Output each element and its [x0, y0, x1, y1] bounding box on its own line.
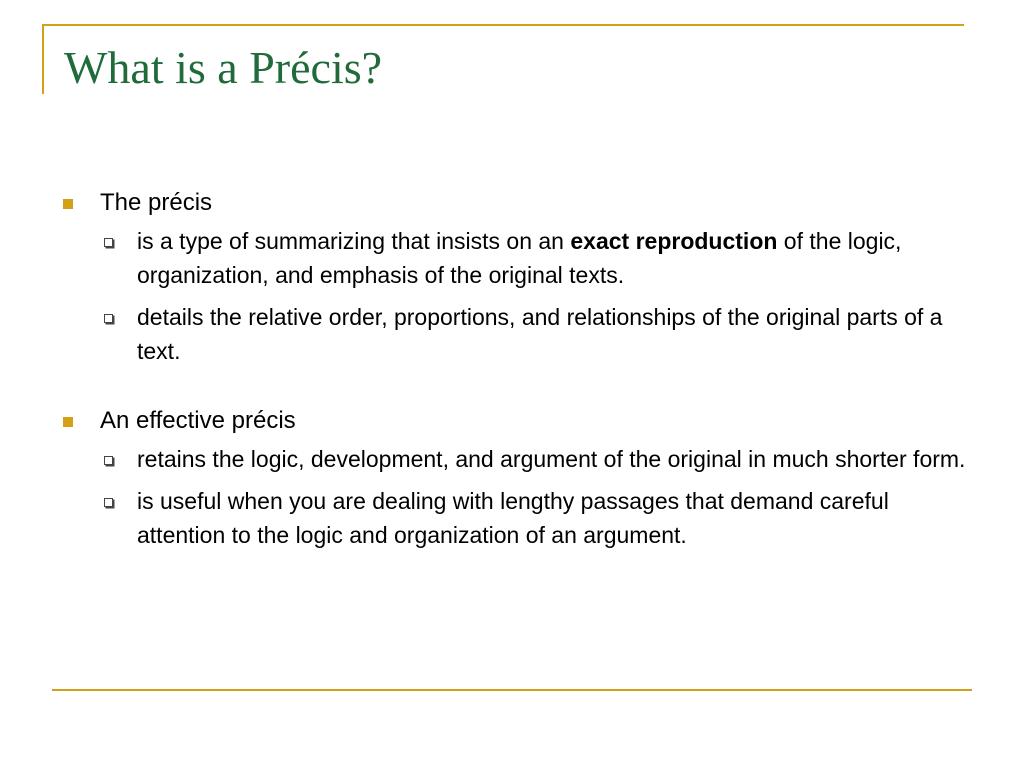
hollow-square-bullet-icon [104, 314, 113, 323]
sub-bullet-text: details the relative order, proportions, and relationships of the original parts of a text. [137, 304, 943, 364]
sub-bullet-list [62, 224, 972, 368]
bullet-item [62, 404, 972, 438]
sub-bullet-text-continued: of the logic, organization, and emphasis of the original texts. [137, 228, 902, 288]
hollow-square-bullet-icon [104, 238, 113, 247]
footer-rule [52, 689, 972, 691]
sub-bullet-text: is useful when you are dealing with lengthy passages that demand careful attention to the logic and organization of an argument. [137, 488, 889, 548]
square-bullet-icon [63, 199, 73, 209]
sub-bullet-item [62, 484, 972, 552]
hollow-square-bullet-icon [104, 498, 113, 507]
bullet-group-the-precis [62, 186, 972, 368]
bullet-group-effective-precis [62, 404, 972, 552]
sub-bullet-list [62, 442, 972, 552]
sub-bullet-item [62, 442, 972, 476]
bullet-item [62, 186, 972, 220]
square-bullet-icon [63, 417, 73, 427]
bullet-text: An effective précis [100, 407, 296, 434]
sub-bullet-text: is a type of summarizing that insists on an [137, 228, 571, 254]
title-frame-top-rule [42, 24, 964, 26]
hollow-square-bullet-icon [104, 456, 113, 465]
sub-bullet-emphasis: exact reproduction [570, 228, 778, 254]
sub-bullet-text: retains the logic, development, and argument of the original in much shorter form. [137, 446, 966, 472]
bullet-text: The précis [100, 189, 213, 216]
sub-bullet-item [62, 300, 972, 368]
sub-bullet-item [62, 224, 972, 292]
slide-title: What is a Précis? [64, 42, 383, 93]
title-frame-vertical-rule [42, 24, 44, 94]
slide-content [62, 186, 972, 552]
